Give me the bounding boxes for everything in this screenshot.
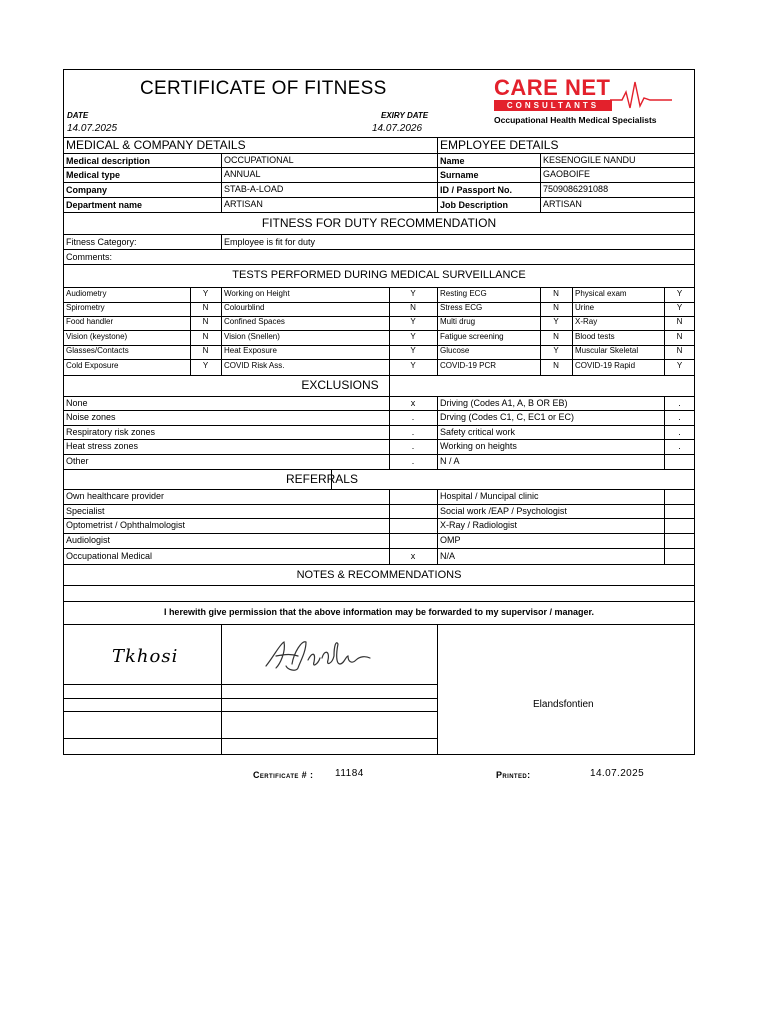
- date-label: DATE: [67, 111, 89, 120]
- exclusion-label: None: [66, 398, 88, 408]
- exclusion-label: Drving (Codes C1, C, EC1 or EC): [440, 412, 575, 422]
- permission-statement: I herewith give permission that the above information may be forwarded to my supervisor / manager.: [163, 607, 595, 617]
- surname-value: GAOBOIFE: [543, 169, 591, 179]
- company-label: Company: [66, 185, 108, 195]
- exclusion-mark: .: [411, 427, 415, 437]
- referral-label: Optometrist / Ophthalmologist: [66, 520, 186, 530]
- referral-label: X-Ray / Radiologist: [440, 520, 518, 530]
- test-result: Y: [410, 332, 416, 341]
- employee-heading: EMPLOYEE DETAILS: [440, 138, 559, 152]
- test-name: COVID Risk Ass.: [224, 361, 285, 370]
- exclusion-mark: .: [678, 441, 681, 451]
- expiry-value: 14.07.2026: [372, 123, 423, 134]
- fitness-category-label: Fitness Category:: [66, 237, 137, 247]
- exclusion-label: Noise zones: [66, 412, 116, 422]
- exclusion-label: Heat stress zones: [66, 441, 139, 451]
- logo-subtitle: CONSULTANTS: [494, 100, 612, 111]
- referral-mark: x: [410, 551, 416, 561]
- referral-label: N/A: [440, 551, 456, 561]
- test-name: Blood tests: [575, 332, 615, 341]
- exclusion-mark: .: [411, 441, 415, 451]
- exclusion-label: Working on heights: [440, 441, 517, 451]
- test-name: Audiometry: [66, 289, 107, 298]
- company-value: STAB-A-LOAD: [224, 184, 284, 194]
- referral-label: Hospital / Muncipal clinic: [440, 491, 539, 501]
- id-label: ID / Passport No.: [440, 185, 513, 195]
- test-result: Y: [202, 289, 209, 298]
- test-name: Glucose: [440, 346, 470, 355]
- printed-label: Printed:: [496, 770, 531, 780]
- test-name: Physical exam: [575, 289, 627, 298]
- name-label: Name: [440, 156, 465, 166]
- test-result: Y: [676, 303, 683, 312]
- test-result: N: [553, 332, 559, 341]
- logo-tagline: Occupational Health Medical Specialists: [494, 115, 657, 125]
- test-result: Y: [410, 346, 416, 355]
- notes-heading: NOTES & RECOMMENDATIONS: [296, 569, 462, 581]
- referral-label: OMP: [440, 535, 461, 545]
- exclusion-mark: .: [411, 412, 415, 422]
- test-name: Multi drug: [440, 317, 476, 326]
- care-net-logo: [494, 76, 684, 128]
- comments-label: Comments:: [66, 252, 113, 262]
- test-result: N: [202, 303, 209, 312]
- medical-company-heading: MEDICAL & COMPANY DETAILS: [66, 138, 246, 152]
- test-name: Cold Exposure: [66, 361, 119, 370]
- medical-type-value: ANNUAL: [224, 169, 261, 179]
- practitioner-signature: [262, 634, 374, 674]
- exclusion-label: Driving (Codes A1, A, B OR EB): [440, 398, 568, 408]
- test-result: Y: [410, 361, 416, 370]
- id-value: 7509086291088: [543, 184, 609, 194]
- fitness-category-value: Employee is fit for duty: [224, 237, 316, 247]
- exclusion-label: N / A: [440, 456, 460, 466]
- test-name: X-Ray: [575, 317, 598, 326]
- department-value: ARTISAN: [224, 199, 263, 209]
- test-name: COVID-19 PCR: [440, 361, 497, 370]
- test-result: N: [676, 317, 683, 326]
- test-name: Fatigue screening: [440, 332, 504, 341]
- page-title: CERTIFICATE OF FITNESS: [140, 78, 387, 99]
- test-result: N: [553, 303, 559, 312]
- job-description-value: ARTISAN: [543, 199, 582, 209]
- referral-label: Own healthcare provider: [66, 491, 165, 501]
- exclusion-mark: .: [678, 412, 681, 422]
- exclusion-mark: .: [411, 456, 415, 466]
- job-description-label: Job Description: [440, 200, 509, 210]
- test-result: N: [202, 332, 209, 341]
- test-name: Vision (Snellen): [224, 332, 280, 341]
- referrals-heading: REFERRALS: [285, 472, 358, 486]
- test-name: Confined Spaces: [224, 317, 285, 326]
- exclusions-heading: EXCLUSIONS: [301, 378, 379, 392]
- test-name: Resting ECG: [440, 289, 487, 298]
- test-name: Stress ECG: [440, 303, 483, 312]
- referral-label: Social work /EAP / Psychologist: [440, 506, 567, 516]
- test-result: Y: [410, 289, 416, 298]
- test-result: N: [553, 361, 559, 370]
- exclusion-label: Safety critical work: [440, 427, 516, 437]
- exclusion-label: Other: [66, 456, 89, 466]
- test-result: Y: [410, 317, 416, 326]
- test-result: N: [410, 303, 416, 312]
- medical-description-label: Medical description: [66, 156, 151, 166]
- test-result: N: [202, 346, 209, 355]
- test-result: Y: [676, 289, 683, 298]
- test-result: Y: [676, 361, 683, 370]
- test-name: Heat Exposure: [224, 346, 277, 355]
- certificate-number-label: Certificate # :: [253, 770, 314, 780]
- test-name: Vision (keystone): [66, 332, 128, 341]
- test-name: Muscular Skeletal: [575, 346, 639, 355]
- expiry-label: EXIRY DATE: [381, 111, 429, 120]
- referral-label: Occupational Medical: [66, 551, 153, 561]
- name-value: KESENOGILE NANDU: [543, 155, 636, 165]
- referral-label: Audiologist: [66, 535, 111, 545]
- exclusion-mark: .: [678, 398, 681, 408]
- test-result: Y: [202, 361, 209, 370]
- test-name: Spirometry: [66, 303, 105, 312]
- fitness-heading: FITNESS FOR DUTY RECOMMENDATION: [261, 216, 497, 230]
- test-result: N: [676, 346, 683, 355]
- surname-label: Surname: [440, 170, 479, 180]
- department-label: Department name: [66, 200, 143, 210]
- test-result: Y: [553, 317, 559, 326]
- test-name: Food handler: [66, 317, 114, 326]
- test-name: COVID-19 Rapid: [575, 361, 636, 370]
- employee-signature: Tkhosi: [112, 646, 179, 667]
- medical-description-value: OCCUPATIONAL: [224, 155, 294, 165]
- exclusion-label: Respiratory risk zones: [66, 427, 156, 437]
- exclusion-mark: .: [678, 427, 681, 437]
- test-result: N: [553, 289, 559, 298]
- test-name: Glasses/Contacts: [66, 346, 129, 355]
- test-result: N: [676, 332, 683, 341]
- certificate-number: 11184: [335, 768, 364, 779]
- heartbeat-icon: [610, 80, 672, 112]
- location-text: Elandsfontien: [533, 699, 594, 710]
- test-name: Colourblind: [224, 303, 265, 312]
- test-name: Working on Height: [224, 289, 290, 298]
- test-result: Y: [553, 346, 559, 355]
- test-result: N: [202, 317, 209, 326]
- printed-date: 14.07.2025: [590, 768, 645, 779]
- referral-label: Specialist: [66, 506, 105, 516]
- tests-heading: TESTS PERFORMED DURING MEDICAL SURVEILLANCE: [232, 269, 526, 281]
- logo-name: CARE NET: [494, 75, 611, 100]
- medical-type-label: Medical type: [66, 170, 121, 180]
- test-name: Urine: [575, 303, 595, 312]
- date-value: 14.07.2025: [67, 123, 118, 134]
- exclusion-mark: x: [410, 398, 416, 408]
